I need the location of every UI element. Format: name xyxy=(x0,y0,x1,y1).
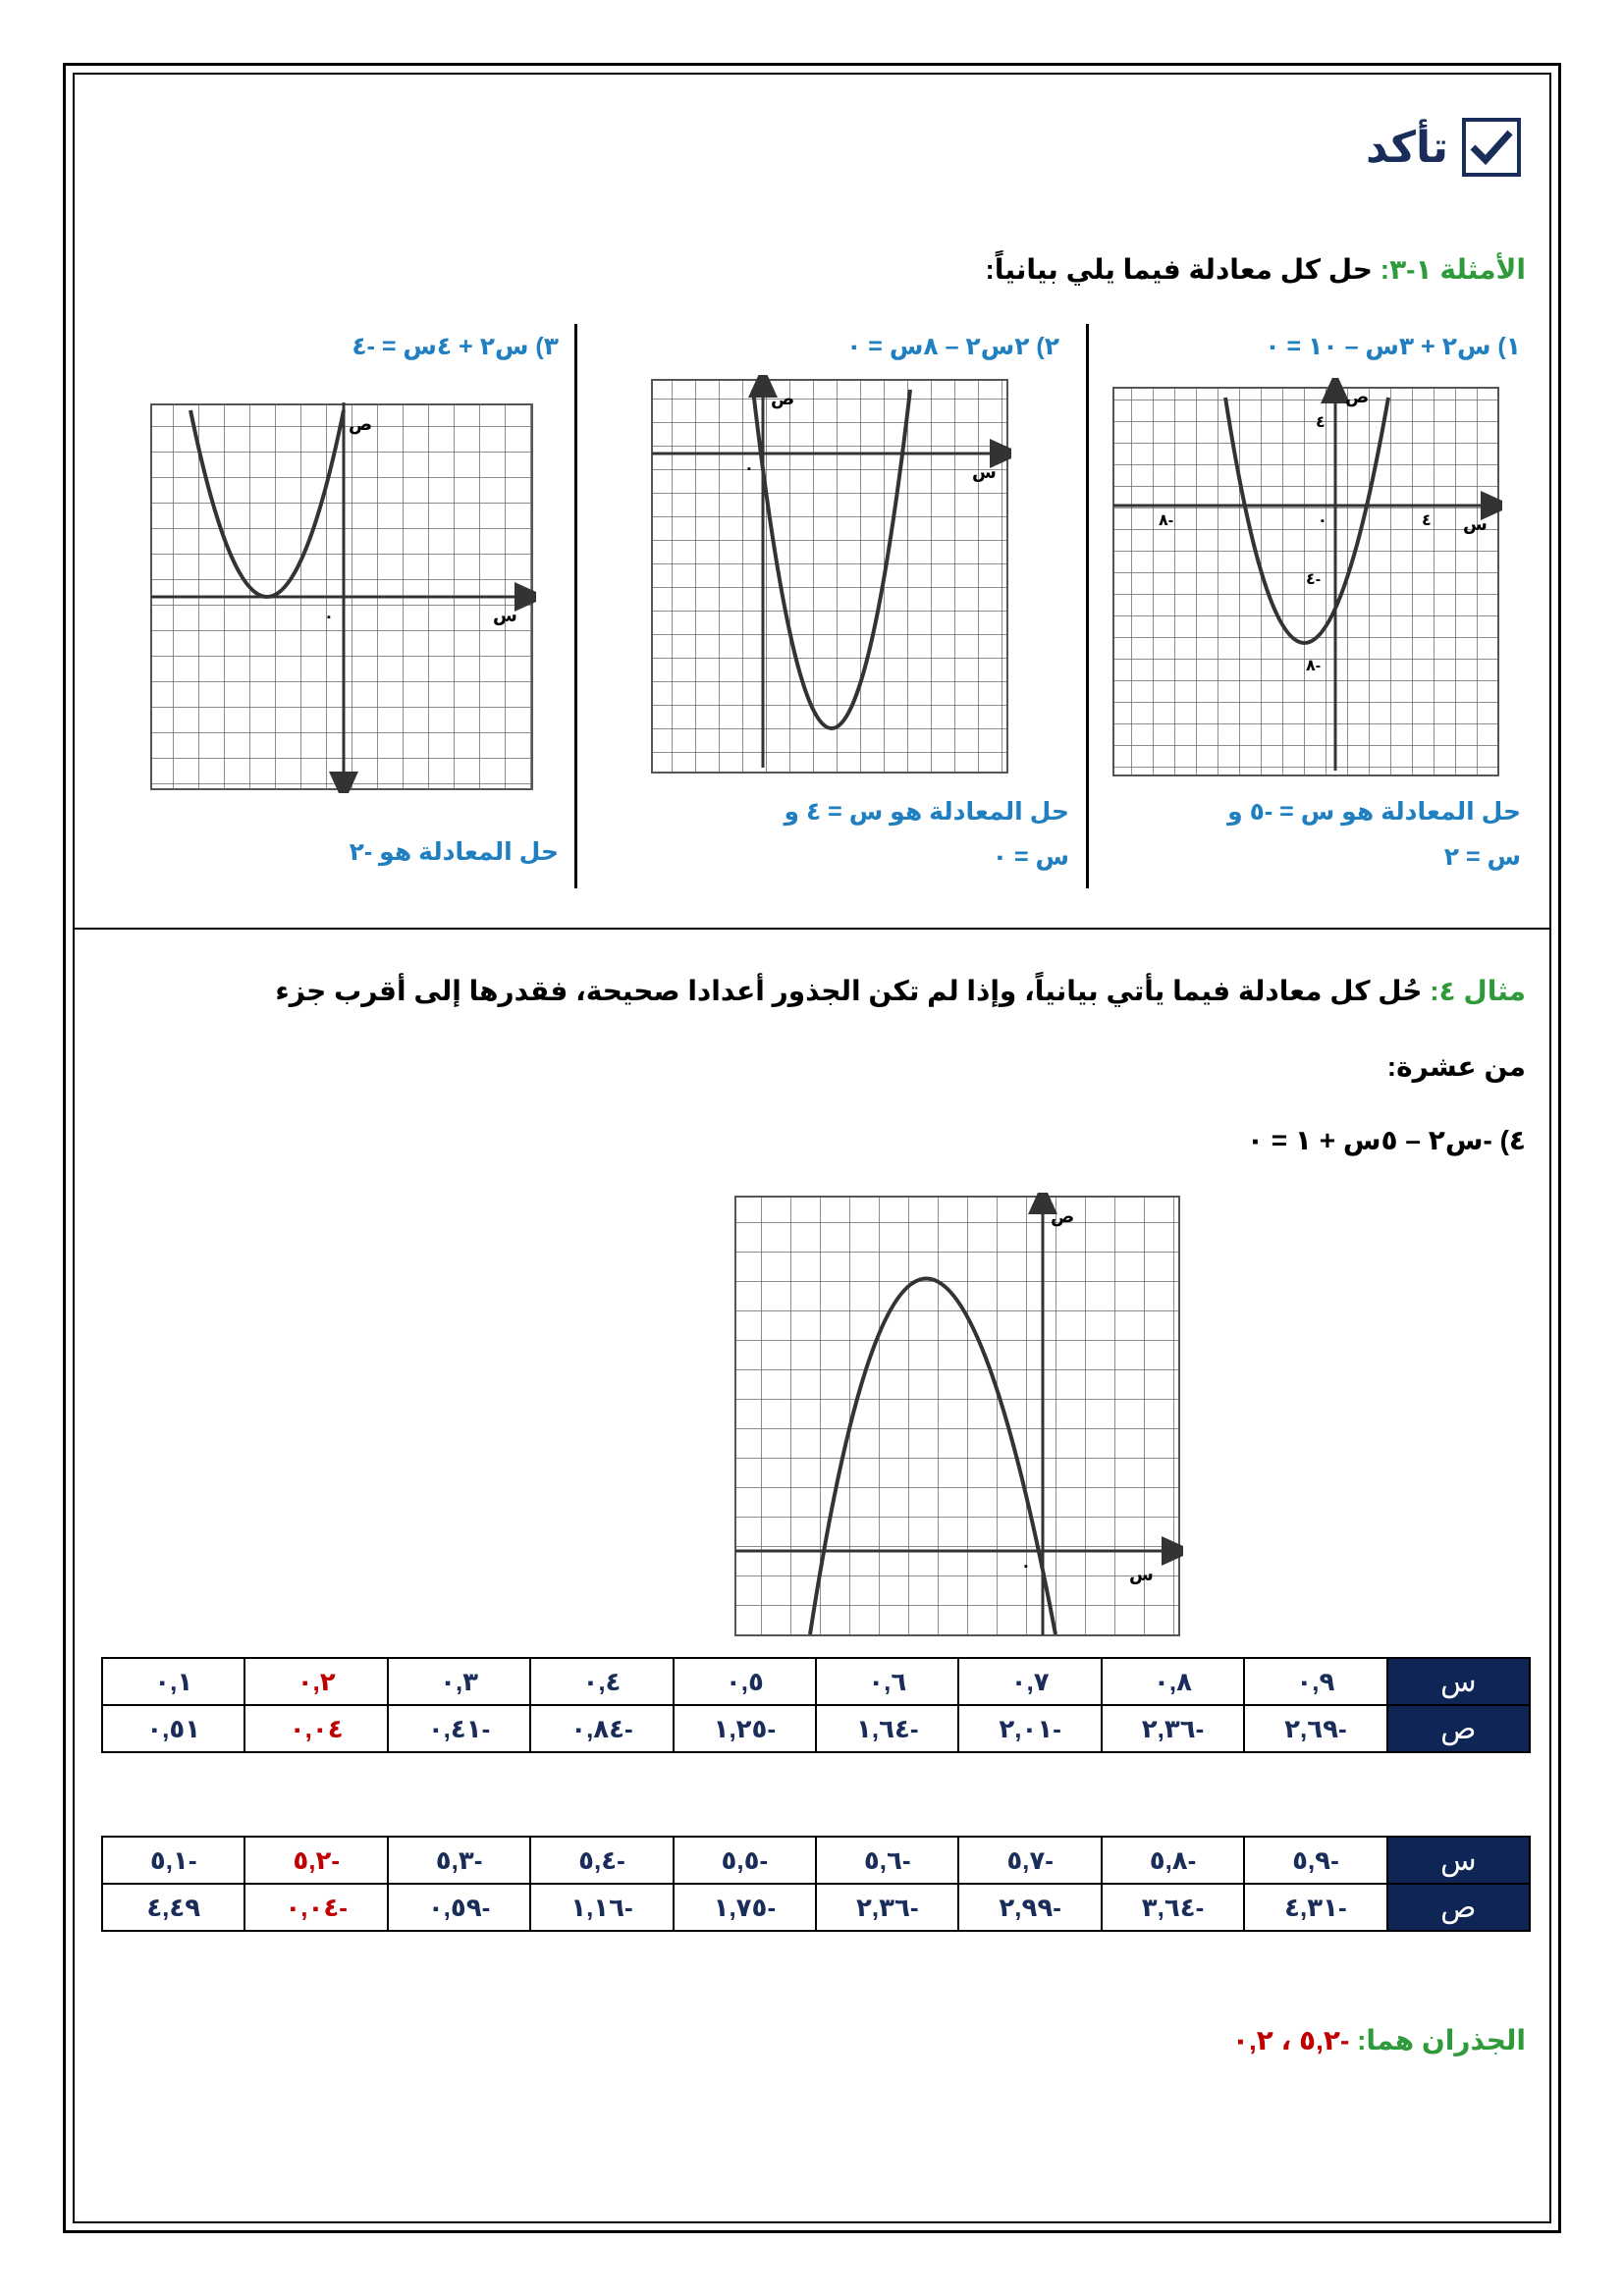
table-cell: ٠,٥ xyxy=(674,1658,816,1705)
solution-1 xyxy=(1167,789,1521,880)
graph-1-y-label: ص xyxy=(1345,387,1370,406)
table-cell: -١,٦٤ xyxy=(816,1705,958,1752)
graph-2-x-label: س xyxy=(972,462,997,482)
table-cell: -٢,٦٩ xyxy=(1244,1705,1386,1752)
graph-4 xyxy=(731,1193,1183,1639)
table-2-y-row xyxy=(102,1884,1530,1931)
graph-2-origin: ٠ xyxy=(744,460,754,477)
table-cell: -٠,٤١ xyxy=(388,1705,530,1752)
table-1-y-header: ص xyxy=(1387,1705,1530,1752)
solution-1-line1: حل المعادلة هو س = -٥ و xyxy=(1227,798,1521,826)
table-cell-highlight: ٠,٢ xyxy=(244,1658,387,1705)
table-cell-highlight: -٥,٢ xyxy=(244,1837,387,1884)
graph-2-y-label: ص xyxy=(771,389,795,408)
column-divider-right xyxy=(1086,324,1089,888)
solution-3-line1: حل المعادلة هو -٢ xyxy=(349,838,559,866)
table-1-x-row xyxy=(102,1658,1530,1705)
graph-3 xyxy=(147,400,536,793)
example4-equation: ٤) -س٢ – ٥س + ١ = ٠ xyxy=(1246,1125,1526,1155)
table-cell: ٠,٤ xyxy=(530,1658,673,1705)
roots-value: -٥,٢ ، ٠,٢ xyxy=(1231,2025,1350,2056)
solution-3 xyxy=(264,829,559,875)
table-cell: ٠,١ xyxy=(102,1658,244,1705)
table-1-x-header: س xyxy=(1387,1658,1530,1705)
table-cell: -١,١٦ xyxy=(530,1884,673,1931)
solution-2-line1: حل المعادلة هو س = ٤ و xyxy=(784,798,1069,826)
header-title: تأكد xyxy=(1365,123,1448,172)
table-cell-highlight: -٠,٠٤ xyxy=(244,1884,387,1931)
graph-1-y-neg8: ٨- xyxy=(1306,658,1322,674)
section-divider xyxy=(73,928,1551,930)
values-table-1 xyxy=(101,1657,1531,1753)
graph-1-y-neg4: ٤- xyxy=(1306,571,1322,588)
graph-1-x-tick: ٤ xyxy=(1422,512,1432,529)
equation-1: ١) س٢ + ٣س – ١٠ = ٠ xyxy=(1265,333,1521,360)
table-2-x-header: س xyxy=(1387,1837,1530,1884)
graph-4-x-label: س xyxy=(1129,1565,1154,1584)
graph-2-grid xyxy=(652,380,1007,773)
table-cell: -٥,٧ xyxy=(958,1837,1101,1884)
graph-4-grid xyxy=(735,1197,1179,1635)
graph-3-y-label: ص xyxy=(349,414,373,434)
graph-1-origin: ٠ xyxy=(1318,512,1327,529)
equation-3: ٣) س٢ + ٤س = -٤ xyxy=(352,333,559,360)
table-cell: ٠,٧ xyxy=(958,1658,1101,1705)
section1-text: حل كل معادلة فيما يلي بيانياً: xyxy=(985,254,1373,285)
table-1-y-row xyxy=(102,1705,1530,1752)
header xyxy=(1366,118,1521,177)
graph-4-origin: ٠ xyxy=(1021,1558,1031,1575)
table-cell: -٣,٦٤ xyxy=(1102,1884,1244,1931)
table-cell: ٠,٨ xyxy=(1102,1658,1244,1705)
table-cell: -٥,٩ xyxy=(1244,1837,1386,1884)
table-cell: -٢,٣٦ xyxy=(1102,1705,1244,1752)
graph-1 xyxy=(1110,378,1502,780)
graph-3-x-label: س xyxy=(493,606,517,625)
table-cell: -٥,٣ xyxy=(388,1837,530,1884)
table-cell: -١,٢٥ xyxy=(674,1705,816,1752)
graph-2 xyxy=(648,375,1011,777)
table-cell: -٢,٣٦ xyxy=(816,1884,958,1931)
table-cell: -١,٧٥ xyxy=(674,1884,816,1931)
example4-text: حُل كل معادلة فيما يأتي بيانياً، وإذا لم تكن الجذور أعدادا صحيحة، فقدرها إلى أقرب جزء xyxy=(275,976,1423,1006)
graph-3-origin: ٠ xyxy=(324,609,334,625)
table-cell: ٠,٥١ xyxy=(102,1705,244,1752)
table-cell: -٢,٠١ xyxy=(958,1705,1101,1752)
example4-text-2: من عشرة: xyxy=(1386,1051,1526,1082)
section1-label: الأمثلة ١-٣: xyxy=(1380,254,1526,285)
table-cell: -٠,٨٤ xyxy=(530,1705,673,1752)
table-cell: -٤,٣١ xyxy=(1244,1884,1386,1931)
table-cell: ٠,٣ xyxy=(388,1658,530,1705)
table-cell-highlight: ٠,٠٤ xyxy=(244,1705,387,1752)
table-cell: -٠,٥٩ xyxy=(388,1884,530,1931)
table-2-y-header: ص xyxy=(1387,1884,1530,1931)
table-cell: -٥,٦ xyxy=(816,1837,958,1884)
table-cell: -٥,٥ xyxy=(674,1837,816,1884)
roots-label: الجذران هما: xyxy=(1357,2025,1526,2056)
example4-heading xyxy=(275,975,1526,1007)
example4-label: مثال ٤: xyxy=(1430,976,1526,1006)
graph-1-x-neg: ٨- xyxy=(1159,512,1174,529)
values-table-2 xyxy=(101,1836,1531,1932)
checkbox-checked-icon xyxy=(1462,118,1521,177)
table-cell: -٥,٨ xyxy=(1102,1837,1244,1884)
roots-line xyxy=(1232,2024,1526,2056)
solution-1-line2: س = ٢ xyxy=(1443,843,1521,871)
graph-4-y-label: ص xyxy=(1051,1206,1075,1226)
table-cell: -٥,١ xyxy=(102,1837,244,1884)
column-divider-left xyxy=(574,324,577,888)
table-cell: -٢,٩٩ xyxy=(958,1884,1101,1931)
table-cell: ٤,٤٩ xyxy=(102,1884,244,1931)
solution-2-line2: س = ٠ xyxy=(992,843,1069,871)
table-2-x-row xyxy=(102,1837,1530,1884)
equation-2: ٢) ٢س٢ – ٨س = ٠ xyxy=(846,333,1059,360)
table-cell: -٥,٤ xyxy=(530,1837,673,1884)
graph-1-y-tick: ٤ xyxy=(1316,414,1326,431)
table-cell: ٠,٩ xyxy=(1244,1658,1386,1705)
table-cell: ٠,٦ xyxy=(816,1658,958,1705)
graph-1-x-label: س xyxy=(1463,514,1488,534)
solution-2 xyxy=(716,789,1069,880)
section1-heading xyxy=(986,253,1526,286)
